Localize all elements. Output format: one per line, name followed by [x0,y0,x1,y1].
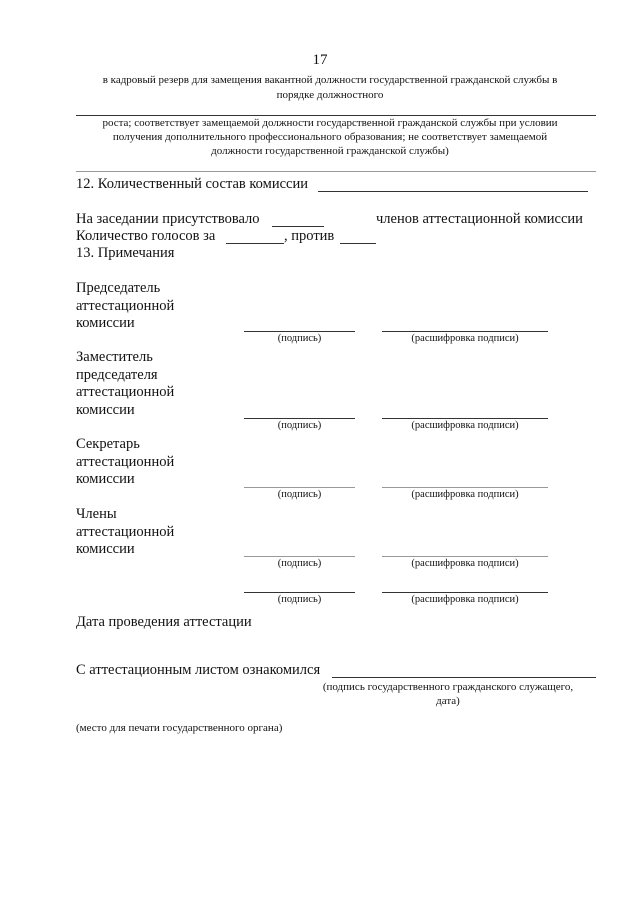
member-1-signature-line[interactable] [244,556,355,557]
secretary-signature-line[interactable] [244,487,355,488]
acknowledge-label: С аттестационным листом ознакомился [76,662,321,678]
secretary-decoding-caption: (расшифровка подписи) [411,489,519,500]
member-1-decoding-caption: (расшифровка подписи) [411,558,519,569]
chairman-signature-caption: (подпись) [277,333,322,344]
member-2-decoding-caption: (расшифровка подписи) [411,594,519,605]
votes-for-label: Количество голосов за [76,228,216,244]
deputy-signature-caption: (подпись) [277,420,322,431]
chairman-decoding-caption: (расшифровка подписи) [411,333,519,344]
acknowledge-caption-line-2: дата) [436,695,460,707]
secretary-decoding-line[interactable] [382,487,548,488]
secretary-title: Секретарь аттестационной комиссии [76,436,175,487]
header-block-line-1: роста; соответствует замещаемой должности государственной гражданской службы при условии [102,117,558,129]
section-12-label: 12. Количественный состав комиссии [76,176,308,192]
present-label: На заседании присутствовало [76,211,260,227]
members-title: Члены аттестационной комиссии [76,506,175,557]
stamp-place-label: (место для печати государственного органа) [76,722,283,734]
deputy-decoding-caption: (расшифровка подписи) [411,420,519,431]
votes-against-field[interactable] [340,243,376,244]
member-2-signature-caption: (подпись) [277,594,322,605]
chairman-title: Председатель аттестационной комиссии [76,280,175,331]
attestation-date-label: Дата проведения аттестации [76,614,252,630]
member-2-signature-line[interactable] [244,592,355,593]
chairman-decoding-line[interactable] [382,331,548,332]
present-count-field[interactable] [272,226,324,227]
header-block-rule [76,171,596,172]
votes-for-field[interactable] [226,243,284,244]
header-block-line-3: должности государственной гражданской службы) [211,145,449,157]
member-1-signature-caption: (подпись) [277,558,322,569]
acknowledge-signature-line[interactable] [332,677,596,678]
deputy-title: Заместитель председателя аттестационной комиссии [76,349,175,418]
chairman-signature-line[interactable] [244,331,355,332]
member-2-decoding-line[interactable] [382,592,548,593]
commission-size-field[interactable] [318,191,588,192]
secretary-signature-caption: (подпись) [277,489,322,500]
header-line-1: в кадровый резерв для замещения вакантной должности государственной гражданской службы в [102,74,558,86]
header-block-line-2: получения дополнительного профессионального образования; не соответствует замещаемой [112,131,548,143]
acknowledge-caption-line-1: (подпись государственного гражданского служащего, [322,681,574,693]
deputy-signature-line[interactable] [244,418,355,419]
header-line-2: порядке должностного [276,89,384,101]
present-suffix: членов аттестационной комиссии [376,211,583,227]
votes-against-label: , против [284,228,335,244]
section-13-label: 13. Примечания [76,245,175,261]
deputy-decoding-line[interactable] [382,418,548,419]
page-number: 17 [312,52,328,68]
member-1-decoding-line[interactable] [382,556,548,557]
